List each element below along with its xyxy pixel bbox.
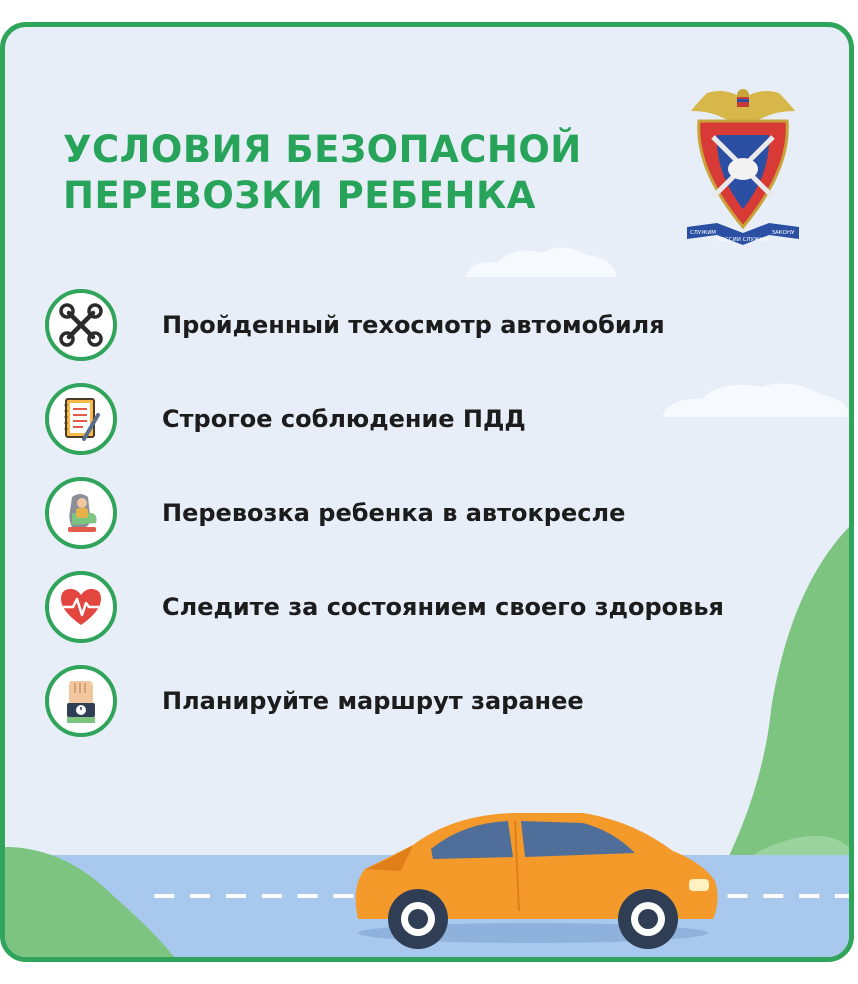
icon-circle: [45, 289, 117, 361]
icon-circle: [45, 665, 117, 737]
icon-circle: [45, 571, 117, 643]
icon-circle: [45, 477, 117, 549]
ribbon-left-text: СЛУЖИМ: [689, 230, 717, 236]
heart-pulse-icon: [57, 585, 105, 629]
police-emblem: [687, 77, 799, 247]
list-item-label: Строгое соблюдение ПДД: [162, 405, 526, 433]
car-illustration: [343, 801, 723, 951]
title-line-2: ПЕРЕВОЗКИ РЕБЕНКА: [63, 174, 536, 217]
wrench-icon: [57, 301, 105, 349]
list-item: [45, 567, 724, 647]
list-item-label: Пройденный техосмотр автомобиля: [162, 311, 665, 339]
list-item: [45, 661, 584, 741]
ribbon-right-text: ЗАКОНУ: [771, 230, 795, 236]
list-item-label: Перевозка ребенка в автокресле: [162, 499, 626, 527]
list-item-label: Планируйте маршрут заранее: [162, 687, 584, 715]
ribbon-center-text: РОССИИ СЛУЖИМ: [717, 237, 769, 243]
list-item: [45, 379, 526, 459]
title-line-1: УСЛОВИЯ БЕЗОПАСНОЙ: [63, 128, 582, 171]
list-item-label: Следите за состоянием своего здоровья: [162, 593, 724, 621]
icon-circle: [45, 383, 117, 455]
cloud-top: [465, 247, 617, 277]
checklist-icon: [58, 395, 104, 443]
card-frame: [0, 22, 854, 962]
page-title: [63, 127, 582, 219]
cloud-right: [662, 383, 849, 417]
list-item: [45, 285, 665, 365]
list-item: [45, 473, 625, 553]
car-seat-icon: [58, 489, 104, 537]
wristwatch-icon: [59, 677, 103, 725]
